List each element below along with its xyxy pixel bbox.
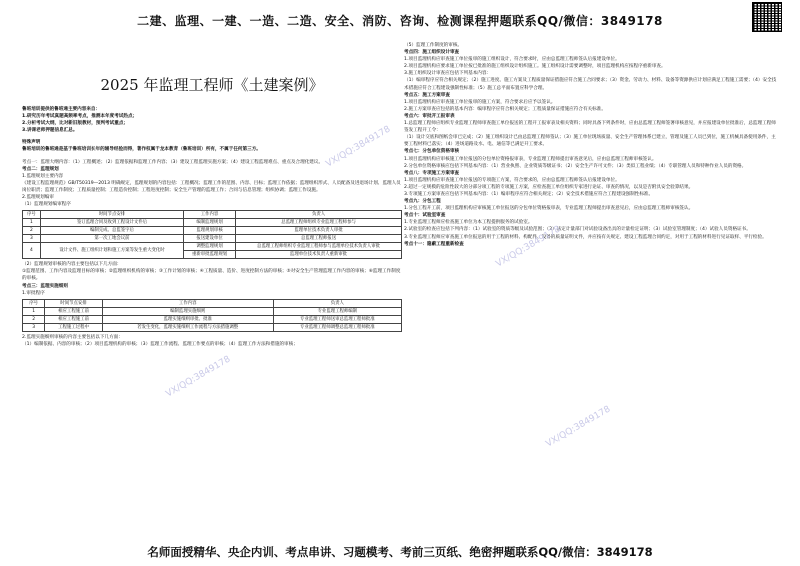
qr-code-icon — [752, 2, 782, 32]
table-row — [23, 227, 402, 235]
paragraph: 2.试验室的检查应包括下列内容：（1）试验室的资质等级及试验范围；（2）法定计量部门对试验设备出具的计量检定证明；（3）试验室管理制度；（4）试验人员资格证书。 — [404, 227, 751, 233]
table-cell: 若发生变化，监理实施细则工作流程与方法措施调整 — [102, 323, 273, 331]
table-row — [23, 323, 402, 331]
table-cell: 总监理工程师组织专业监理工程师参与 — [236, 219, 402, 227]
table-cell: 总监理工程师报送 — [236, 235, 402, 243]
intro-heading: 鲁班培训提供的鲁班通主要内容来自： — [22, 107, 101, 112]
table-header-cell: 负责人 — [273, 299, 401, 307]
table-cell: 第一次工地会议前 — [40, 235, 183, 243]
paragraph: （2）监理规划审核的内容主要包括以下几方面： — [22, 262, 122, 268]
subheading: 2.监理规划编审 — [22, 195, 54, 201]
subheading: 1.监理规划主要内容 — [22, 173, 64, 179]
paragraph: 2.超过一定规模的危险性较大的分部分项工程的专项施工方案，应检查施工单位组织专家进行论证、审查的情况，以及是否附具安全验算结果。 — [404, 184, 694, 190]
section-heading: 考点四：施工组织设计审查 — [404, 50, 460, 56]
paragraph: 《建设工程监理规范》GB/T50319—2013 明确规定，监理规划的内容包括：工程概况；监理工作的范围、内容、目标；监理工作依据；监理组织形式、人员配备及进退场计划、监理人员岗位职责；监理工作制度；工程质量控制；工程造价控制；工程进度控制；安全生产管理的监理工作；合同与信息管理；组织协调；监理工作设施。 — [22, 180, 401, 193]
paragraph: 1.项目监理机构应审核施工单位报送的分包单位资格报审表，专业监理工程师提出审查意见后，应由总监理工程师审核签认。 — [404, 156, 657, 162]
paragraph: 2.施工方案审查应包括的基本内容：编审程序应符合相关规定；工程质量保证措施应符合有关标准。 — [404, 106, 606, 112]
table-cell: 1 — [23, 307, 45, 315]
table-cell: 相应工程施工前 — [45, 307, 103, 315]
table-cell: 编制监理实施细则 — [102, 307, 273, 315]
paragraph: 2.分包单位资格审核应包括下列基本内容：（1）营业执照、企业资质等级证书；（2）安全生产许可文件；（3）类似工程业绩；（4）专职管理人员和特种作业人员的资格。 — [404, 163, 747, 169]
paragraph: （1）编审程序应符合相关规定；（2）施工进度、施工方案及工程质量保证措施应符合施工合同要求；（3）资金、劳动力、材料、设备等资源供应计划应满足工程施工需要；（4）安全技术措施应符合工程建设强制性标准；（5）施工总平面布置应科学合理。 — [404, 78, 777, 91]
table-header-cell: 序号 — [23, 299, 45, 307]
left-column — [22, 42, 402, 534]
paragraph: ①监理范围、工作内容及监理目标的审核；②监理组织机构的审核；③工作计划的审核；④工程质量、造价、进度控制方法的审核；⑤对安全生产管理监理工作内容的审核；⑥监理工作制度的审核。 — [22, 269, 401, 282]
section-heading: 考点十：试验室审查 — [404, 213, 446, 219]
table-header-cell: 时间节点安排 — [40, 211, 183, 219]
table-cell: 专业监理工程师调整总监理工程师批准 — [273, 323, 401, 331]
right-column — [404, 42, 778, 534]
intro-item: 3.讲课老师押题信息汇总。 — [22, 128, 78, 134]
table-cell: 2 — [23, 315, 45, 323]
paragraph: 3.专业监理工程师应审查施工单位报送的用于工程的材料、构配件、设备的质量证明文件，并应按有关规定、建设工程监理合同约定，对用于工程的材料进行见证取样、平行检验。 — [404, 234, 767, 240]
paragraph: 1.分包工程开工前，项目监理机构应审核施工单位报送的分包单位资格报审表，专业监理工程师提出审查意见后，应由总监理工程师审核签认。 — [404, 206, 694, 212]
watermark: VX/QQ:3849178 — [164, 354, 233, 400]
table-cell: 3 — [23, 323, 45, 331]
intro-item: 1.研究历年考试真题高频率考点，推测本年度考试热点； — [22, 114, 138, 120]
section-heading: 考点三：监理实施细则 — [22, 283, 68, 289]
table-cell: 监理规划审核 — [184, 227, 236, 235]
table-cell: 专业监理工程师编制 — [273, 307, 401, 315]
table-cell: 专业监理工程师送审总监理工程师批准 — [273, 315, 401, 323]
paragraph: 2.项目监理机构应要求施工单位按已批准的施工组织设计组织施工。施工组织设计需要调整时，项目监理机构应按程序重新审查。 — [404, 64, 666, 70]
document-page — [22, 42, 778, 534]
watermark: VX/QQ:3849178 — [324, 124, 393, 170]
table-row — [23, 243, 402, 251]
intro-item: 2.分析考试大纲，比对新旧版教材，预判考试重点； — [22, 121, 129, 127]
subheading: 1.审批程序 — [22, 290, 45, 296]
table-cell: 重新审批监理规划 — [184, 251, 236, 259]
table-cell: 编制完成、总监签字后 — [40, 227, 183, 235]
table-cell: 4 — [23, 243, 41, 259]
table-header-cell: 序号 — [23, 211, 41, 219]
paragraph: 3.专项施工方案审查应包括下列基本内容：（1）编审程序应符合相关规定；（2）安全技术措施应符合工程建设强制性标准。 — [404, 191, 654, 197]
table-row — [23, 235, 402, 243]
section-kd1: 考点一：监理大纲内容：（1）工程概述；（2）监理依据和监理工作内容；（3）建设工程监理实施方案；（4）建设工程监理难点、重点及合理化建议。 — [22, 159, 324, 165]
table-cell: 总监理工程师组织专业监理工程师参与监理单位技术负责人审批 — [236, 243, 402, 251]
section-heading: 考点六：审批开工报审表 — [404, 113, 455, 119]
implementation-rules-table — [22, 299, 402, 332]
table-row — [23, 219, 402, 227]
section-heading: 考点十一：隐蔽工程重新检查 — [404, 241, 464, 247]
section-heading: 考点八：专项施工方案审查 — [404, 170, 460, 176]
table-header-row — [23, 299, 402, 307]
table-header-row — [23, 211, 402, 219]
notice-heading: 特殊声明 — [22, 140, 41, 146]
table-row — [23, 315, 402, 323]
section-heading: 考点五：施工方案审查 — [404, 92, 450, 98]
paragraph: （1）编制依据、内容的审核；（2）项目监理机构的审核；（3）监理工作流程、监理工作要点的审核；（4）监理工作方法和措施的审核； — [22, 341, 298, 347]
footer-banner — [0, 538, 800, 566]
table-cell: 编制监理规划 — [184, 219, 236, 227]
table-cell: 设计文件、施工组织计划和施工方案等发生重大变化时 — [40, 243, 183, 259]
notice-text: 鲁班培训的鲁班通是基于鲁班培训长年的辅导经验而得，著作权属于龙本教育（鲁班培训）所有，不属于任何第三方。 — [22, 147, 261, 153]
table-header-cell: 工作内容 — [102, 299, 273, 307]
table-cell: 2 — [23, 227, 41, 235]
table-header-cell: 工作内容 — [184, 211, 236, 219]
table-cell: 签订监理合同及收到工程设计文件后 — [40, 219, 183, 227]
header-ad-text: 二建、监理、一建、一造、二造、安全、消防、咨询、检测课程押题联系QQ/微信：3849178 — [137, 13, 663, 28]
section-heading: 考点九：分包工程 — [404, 199, 441, 205]
subheading: （1）监理规划编审程序 — [22, 202, 71, 208]
table-cell: 调整监理规划 — [184, 243, 236, 251]
table-cell: 报送建设单位 — [184, 235, 236, 243]
table-cell: 相应工程施工前 — [45, 315, 103, 323]
document-title: 2025 年监理工程师《土建案例》 — [100, 76, 324, 94]
paragraph: （1）设计交底和图纸会审已完成；（2）施工组织设计已由总监理工程师签认；（3）施工单位现场质量、安全生产管理体系已建立，管理及施工人员已到位，施工机械具备使用条件，主要工程材料已落实；（4）进场道路及水、电、通信等已满足开工要求。 — [404, 135, 776, 148]
paragraph: 1.项目监理机构应审查施工单位报送的专项施工方案，符合要求的，应由总监理工程师签认后报建设单位。 — [404, 177, 620, 183]
table-cell: 监理实施细则审批、批准 — [102, 315, 273, 323]
footer-ad-text: 名师面授精华、央企内训、考点串讲、习题模考、考前三页纸、绝密押题联系QQ/微信：3849178 — [147, 545, 653, 559]
paragraph: 1.项目监理机构应审查施工单位报审的施工组织设计，符合要求时，应由总监理工程师签认后报建设单位。 — [404, 57, 620, 63]
table-cell: 1 — [23, 219, 41, 227]
paragraph: 2.监理实施细则审核的内容主要包括以下几方面： — [22, 334, 123, 340]
table-row — [23, 307, 402, 315]
table-cell: 监理单位技术负责人重新审批 — [236, 251, 402, 259]
table-cell: 监理单位技术负责人审批 — [236, 227, 402, 235]
table-header-cell: 负责人 — [236, 211, 402, 219]
review-procedure-table — [22, 210, 402, 259]
paragraph: 3.施工组织设计审查应包括下列基本内容： — [404, 71, 492, 77]
paragraph: 1.项目监理机构应审查施工单位报审的施工方案，符合要求后应予以签认。 — [404, 99, 556, 105]
paragraph: （5）监理工作制度的审核。 — [404, 43, 463, 48]
table-cell: 工程施工过程中 — [45, 323, 103, 331]
table-header-cell: 时间节点安排 — [45, 299, 103, 307]
section-heading: 考点七：分包单位资格审核 — [404, 149, 460, 155]
watermark: VX/QQ:3849178 — [494, 224, 563, 270]
table-cell: 3 — [23, 235, 41, 243]
header-banner — [0, 0, 800, 40]
section-heading: 考点二：监理规划 — [22, 166, 59, 172]
watermark: VX/QQ:3849178 — [544, 404, 613, 450]
paragraph: 1.专业监理工程师应检查施工单位为本工程提供服务的试验室。 — [404, 220, 533, 226]
paragraph: 1.总监理工程师应组织专业监理工程师审查施工单位报送的工程开工报审表及相关资料；同时具备下列条件时，应由总监理工程师签署审核意见，并应报建设单位批准后，总监理工程师签发工程开工令： — [404, 121, 776, 134]
